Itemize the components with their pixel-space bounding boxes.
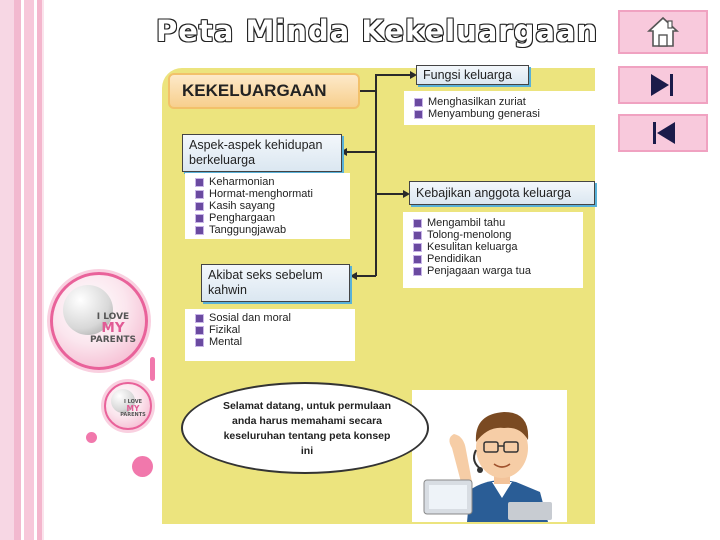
arrow-head xyxy=(350,272,357,280)
list-item: Kesulitan keluarga xyxy=(427,241,575,253)
list-item: Penghargaan xyxy=(209,212,342,224)
branch-heading: Fungsi keluarga xyxy=(416,65,529,85)
i-love-my-parents-badge-small xyxy=(104,382,152,430)
branch-heading: Kebajikan anggota keluarga xyxy=(409,181,595,205)
branch-list xyxy=(403,212,583,288)
decor-strip xyxy=(14,0,21,540)
decor-strip xyxy=(0,0,14,540)
decor-dot xyxy=(132,456,153,477)
connector-line xyxy=(356,275,376,277)
list-item: Keharmonian xyxy=(209,176,342,188)
list-item: Tolong-menolong xyxy=(427,229,575,241)
connector-line xyxy=(376,74,410,76)
branch-list xyxy=(404,91,595,125)
list-item: Pendidikan xyxy=(427,253,575,265)
teacher-illustration xyxy=(412,390,567,522)
list-item: Penjagaan warga tua xyxy=(427,265,575,277)
list-item: Kasih sayang xyxy=(209,200,342,212)
branch-list xyxy=(185,173,350,239)
list-item: Mengambil tahu xyxy=(427,217,575,229)
home-icon xyxy=(646,15,680,49)
list-item: Menghasilkan zuriat xyxy=(428,96,587,108)
branch-list xyxy=(185,309,355,361)
home-button[interactable] xyxy=(618,10,708,54)
badge-text: I LOVE MY PARENTS xyxy=(120,399,146,418)
decor-dot xyxy=(86,432,97,443)
connector-line xyxy=(375,74,377,276)
decor-strip xyxy=(42,0,44,540)
previous-slide-button[interactable] xyxy=(618,114,708,152)
decor-strip xyxy=(24,0,34,540)
list-item: Mental xyxy=(209,336,347,348)
central-topic: KEKELUARGAAN xyxy=(168,73,360,109)
list-item: Hormat-menghormati xyxy=(209,188,342,200)
i-love-my-parents-badge xyxy=(50,272,148,370)
next-slide-button[interactable] xyxy=(618,66,708,104)
branch-heading: Aspek-aspek kehidupan berkeluarga xyxy=(182,134,342,172)
prev-start-icon xyxy=(648,119,678,147)
connector-line xyxy=(346,151,376,153)
list-item: Menyambung generasi xyxy=(428,108,587,120)
connector-line xyxy=(376,193,404,195)
slide-title: Peta Minda Kekeluargaan xyxy=(156,14,599,48)
list-item: Tanggungjawab xyxy=(209,224,342,236)
decor-dot xyxy=(150,357,155,381)
badge-text: I LOVE MY PARENTS xyxy=(90,312,136,345)
list-item: Sosial dan moral xyxy=(209,312,347,324)
next-end-icon xyxy=(648,71,678,99)
teacher-figure xyxy=(412,390,567,522)
connector-line xyxy=(360,90,376,92)
speech-bubble-text: Selamat datang, untuk permulaan anda harus memahami secara keseluruhan tentang peta konsep ini xyxy=(222,400,392,457)
list-item: Fizikal xyxy=(209,324,347,336)
branch-heading: Akibat seks sebelum kahwin xyxy=(201,264,350,302)
